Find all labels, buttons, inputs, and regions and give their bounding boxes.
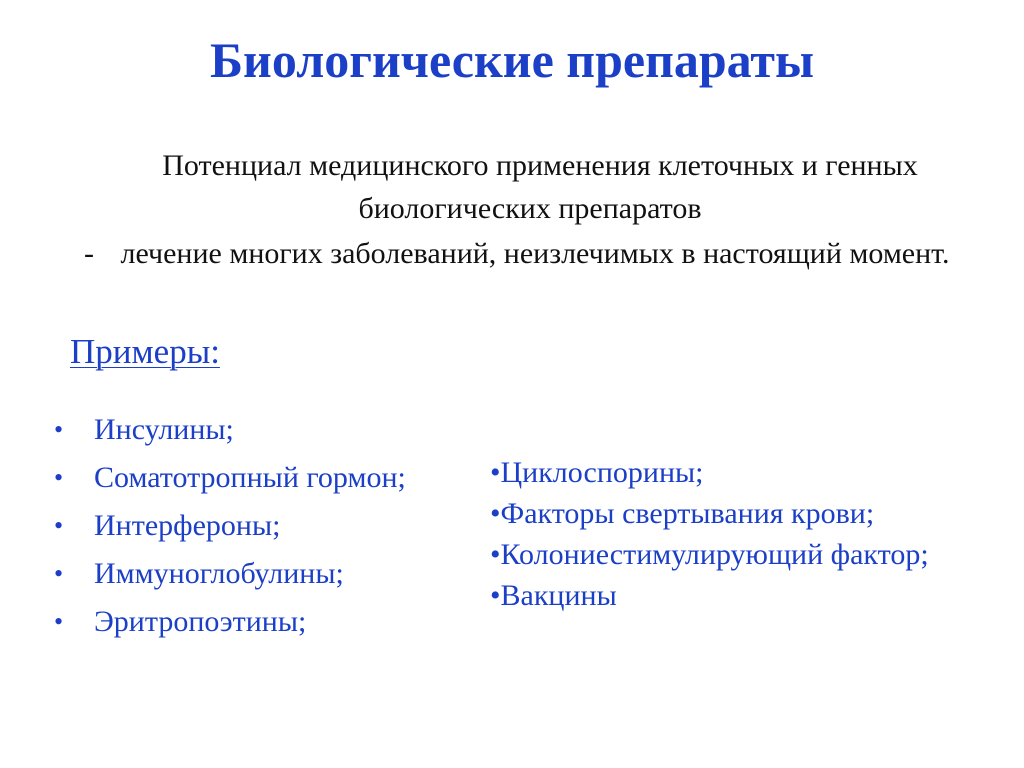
intro-line-2: биологических препаратов [358, 192, 702, 225]
list-item [52, 454, 406, 502]
slide-title: Биологические препараты [209, 32, 814, 88]
list-item [52, 502, 406, 550]
list-item [52, 598, 406, 646]
bullet-icon: • [54, 463, 64, 492]
bullet-icon: • [54, 559, 64, 588]
examples-list-left [52, 406, 406, 646]
examples-heading: Примеры: [70, 332, 220, 371]
list-item-text: Иммуноглобулины; [94, 557, 344, 590]
list-item: •Вакцины [490, 579, 617, 612]
dash-item-text: лечение многих заболеваний, неизлечимых в настоящий момент. [120, 237, 950, 270]
bullet-icon: • [54, 511, 64, 540]
list-item [52, 550, 406, 598]
list-item [52, 406, 406, 454]
examples-list-right [490, 452, 970, 616]
intro-paragraph [80, 144, 980, 230]
bullet-icon: • [54, 607, 64, 636]
list-item: •Факторы свертывания крови; [490, 497, 875, 530]
dash-marker: - [84, 237, 94, 270]
list-item-text: Эритропоэтины; [94, 605, 307, 638]
list-item-text: Интерфероны; [94, 509, 281, 542]
list-item: •Колониестимулирующий фактор; [490, 538, 929, 571]
bullet-icon: • [54, 415, 64, 444]
dash-list-item [84, 232, 984, 275]
list-item-text: Соматотропный гормон; [94, 461, 406, 494]
intro-line-1: Потенциал медицинского применения клеточных и генных [162, 149, 918, 182]
list-item: •Циклоспорины; [490, 456, 704, 489]
list-item-text: Инсулины; [94, 413, 234, 446]
